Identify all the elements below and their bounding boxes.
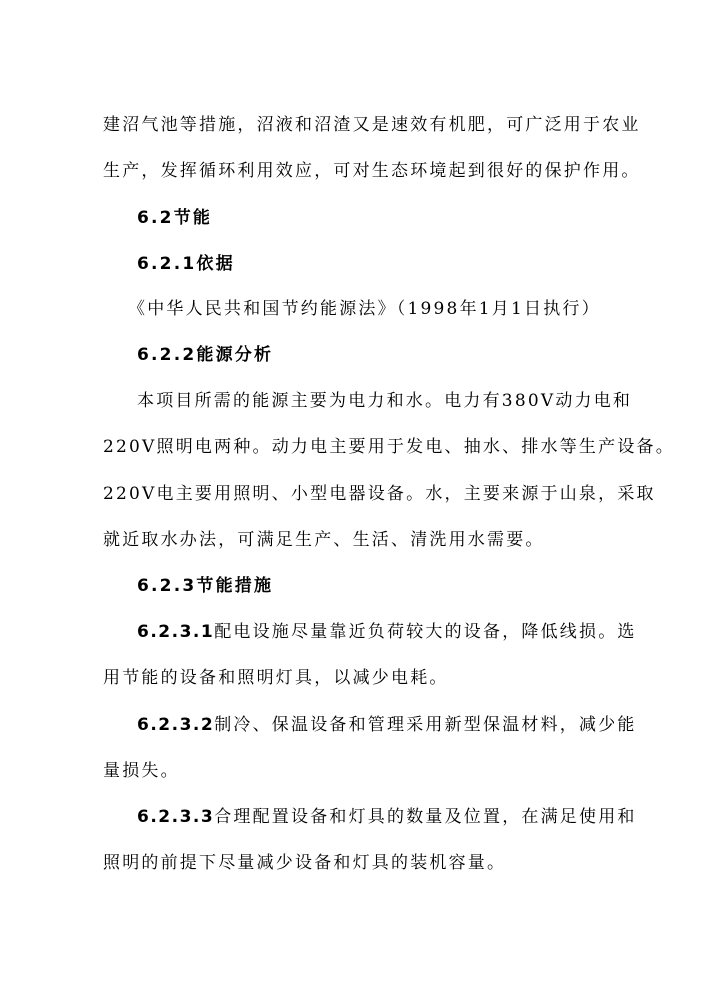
law-reference-line: 《中华人民共和国节约能源法》（1998年1月1日执行） [128, 299, 601, 319]
measure-item-1 [137, 620, 637, 644]
section-heading-6-2-1: 6.2.1依据 [137, 254, 235, 274]
paragraph-line: 本项目所需的能源主要为电力和水。电力有380V动力电和 [137, 391, 633, 411]
paragraph-line: 就近取水办法，可满足生产、生活、清洗用水需要。 [103, 530, 545, 550]
measure-text: 合理配置设备和灯具的数量及位置，在满足使用和 [214, 807, 637, 827]
paragraph-line: 建沼气池等措施，沼液和沼渣又是速效有机肥，可广泛用于农业 [103, 115, 641, 135]
paragraph-line: 用节能的设备和照明灯具，以减少电耗。 [103, 668, 449, 688]
measure-text: 配电设施尽量靠近负荷较大的设备，降低线损。选 [214, 622, 637, 642]
paragraph-line: 照明的前提下尽量减少设备和灯具的装机容量。 [103, 853, 507, 873]
section-heading-6-2: 6.2节能 [137, 208, 213, 228]
measure-item-3 [137, 805, 637, 829]
section-heading-6-2-3: 6.2.3节能措施 [137, 576, 274, 596]
measure-text: 制冷、保温设备和管理采用新型保温材料，减少能 [214, 715, 637, 735]
measure-number: 6.2.3.3 [137, 807, 215, 827]
paragraph-line: 生产，发挥循环利用效应，可对生态环境起到很好的保护作用。 [103, 161, 641, 181]
paragraph-line: 量损失。 [103, 761, 180, 781]
section-heading-6-2-2: 6.2.2能源分析 [137, 345, 274, 365]
measure-number: 6.2.3.1 [137, 622, 215, 642]
measure-number: 6.2.3.2 [137, 715, 215, 735]
measure-item-2 [137, 713, 637, 737]
paragraph-line: 220V照明电两种。动力电主要用于发电、抽水、排水等生产设备。 [103, 437, 675, 457]
paragraph-line: 220V电主要用照明、小型电器设备。水，主要来源于山泉，采取 [103, 484, 656, 504]
